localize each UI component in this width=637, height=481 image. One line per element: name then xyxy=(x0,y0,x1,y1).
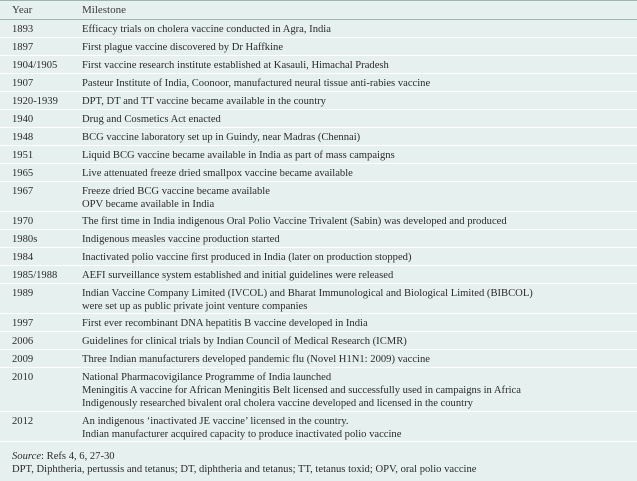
year-cell: 2006 xyxy=(12,336,34,347)
milestone-cell xyxy=(70,77,637,90)
milestone-cell xyxy=(70,335,637,348)
year-cell: 1989 xyxy=(12,288,34,299)
milestone-line: The first time in India indigenous Oral Polio Vaccine Trivalent (Sabin) was developed and produced xyxy=(82,216,507,227)
milestone-line: Three Indian manufacturers developed pandemic flu (Novel H1N1: 2009) vaccine xyxy=(82,354,430,365)
year-cell: 1997 xyxy=(12,318,34,329)
year-cell: 1920-1939 xyxy=(12,96,58,107)
milestone-line: were set up as public private joint venture companies xyxy=(82,301,308,312)
year-cell: 1970 xyxy=(12,216,34,227)
year-cell: 1897 xyxy=(12,42,34,53)
milestone-line: BCG vaccine laboratory set up in Guindy, near Madras (Chennai) xyxy=(82,132,361,143)
year-cell: 1904/1905 xyxy=(12,60,58,71)
milestone-line: Efficacy trials on cholera vaccine conducted in Agra, India xyxy=(82,24,331,35)
year-cell: 1940 xyxy=(12,114,34,125)
table-row xyxy=(0,266,637,284)
table-footer xyxy=(12,450,476,476)
year-cell: 1948 xyxy=(12,132,34,143)
table-row xyxy=(0,74,637,92)
source-text: : Refs 4, 6, 27-30 xyxy=(41,451,115,462)
milestone-cell xyxy=(70,23,637,36)
milestone-cell xyxy=(70,113,637,126)
table-row xyxy=(0,146,637,164)
milestone-line: AEFI surveillance system established and initial guidelines were released xyxy=(82,270,394,281)
table-row xyxy=(0,368,637,412)
milestone-line: Liquid BCG vaccine became available in India as part of mass campaigns xyxy=(82,150,395,161)
milestone-line: Indian Vaccine Company Limited (IVCOL) and Bharat Immunological and Biological Limited (BIBCOL) xyxy=(82,288,533,299)
table-row xyxy=(0,248,637,266)
milestone-cell xyxy=(70,371,637,410)
milestone-line: An indigenous ‘inactivated JE vaccine’ licensed in the country. xyxy=(82,416,349,427)
table-row xyxy=(0,182,637,212)
milestone-line: Live attenuated freeze dried smallpox vaccine became available xyxy=(82,168,353,179)
source-label: Source xyxy=(12,451,42,462)
table-row xyxy=(0,92,637,110)
source-line xyxy=(12,450,476,463)
milestone-cell xyxy=(70,317,637,330)
milestone-cell xyxy=(70,215,637,228)
table-row xyxy=(0,412,637,442)
milestone-column-header: Milestone xyxy=(82,4,126,16)
abbreviations-line: DPT, Diphtheria, pertussis and tetanus; DT, diphtheria and tetanus; TT, tetanus toxid; OPV, oral polio vaccine xyxy=(12,464,477,475)
milestone-line: Indigenous measles vaccine production started xyxy=(82,234,280,245)
milestone-cell xyxy=(70,131,637,144)
milestone-cell xyxy=(70,167,637,180)
year-cell: 1965 xyxy=(12,168,34,179)
milestone-line: First vaccine research institute established at Kasauli, Himachal Pradesh xyxy=(82,60,389,71)
table-row xyxy=(0,38,637,56)
year-cell: 1984 xyxy=(12,252,34,263)
milestone-cell xyxy=(70,353,637,366)
milestone-line: First plague vaccine discovered by Dr Haffkine xyxy=(82,42,284,53)
year-cell: 1893 xyxy=(12,24,34,35)
table-row xyxy=(0,332,637,350)
milestone-line: Indigenously researched bivalent oral cholera vaccine developed and licensed in the country xyxy=(82,398,473,409)
table-row xyxy=(0,56,637,74)
table-row xyxy=(0,212,637,230)
year-cell: 2012 xyxy=(12,416,34,427)
year-cell: 1980s xyxy=(12,234,38,245)
milestone-cell xyxy=(70,415,637,441)
year-cell: 2009 xyxy=(12,354,34,365)
milestone-cell xyxy=(70,269,637,282)
table-row xyxy=(0,314,637,332)
table-body xyxy=(0,20,637,442)
year-cell: 1985/1988 xyxy=(12,270,58,281)
milestone-line: Guidelines for clinical trials by Indian Council of Medical Research (ICMR) xyxy=(82,336,407,347)
table-row xyxy=(0,20,637,38)
milestone-cell xyxy=(70,233,637,246)
milestone-cell xyxy=(70,287,637,313)
year-column-header: Year xyxy=(12,4,33,16)
table-row xyxy=(0,230,637,248)
table-row xyxy=(0,128,637,146)
year-cell: 2010 xyxy=(12,372,34,383)
milestone-line: OPV became available in India xyxy=(82,199,215,210)
table-row xyxy=(0,110,637,128)
year-cell: 1967 xyxy=(12,186,34,197)
milestone-cell xyxy=(70,41,637,54)
table-row xyxy=(0,284,637,314)
milestone-cell xyxy=(70,149,637,162)
table-row xyxy=(0,350,637,368)
milestone-cell xyxy=(70,95,637,108)
milestone-line: Inactivated polio vaccine first produced in India (later on production stopped) xyxy=(82,252,412,263)
milestone-line: Drug and Cosmetics Act enacted xyxy=(82,114,221,125)
milestone-cell xyxy=(70,59,637,72)
milestone-cell xyxy=(70,185,637,211)
milestone-line: National Pharmacovigilance Programme of India launched xyxy=(82,372,332,383)
milestone-line: Freeze dried BCG vaccine became available xyxy=(82,186,270,197)
table-row xyxy=(0,164,637,182)
year-cell: 1951 xyxy=(12,150,34,161)
table-header xyxy=(0,1,637,20)
milestone-cell xyxy=(70,251,637,264)
year-cell: 1907 xyxy=(12,78,34,89)
milestone-line: DPT, DT and TT vaccine became available in the country xyxy=(82,96,326,107)
milestone-line: Indian manufacturer acquired capacity to produce inactivated polio vaccine xyxy=(82,429,402,440)
milestone-line: Pasteur Institute of India, Coonoor, manufactured neural tissue anti-rabies vaccine xyxy=(82,78,431,89)
milestone-line: Meningitis A vaccine for African Meningitis Belt licensed and successfully used in campaigns in Africa xyxy=(82,385,521,396)
milestone-line: First ever recombinant DNA hepatitis B vaccine developed in India xyxy=(82,318,368,329)
